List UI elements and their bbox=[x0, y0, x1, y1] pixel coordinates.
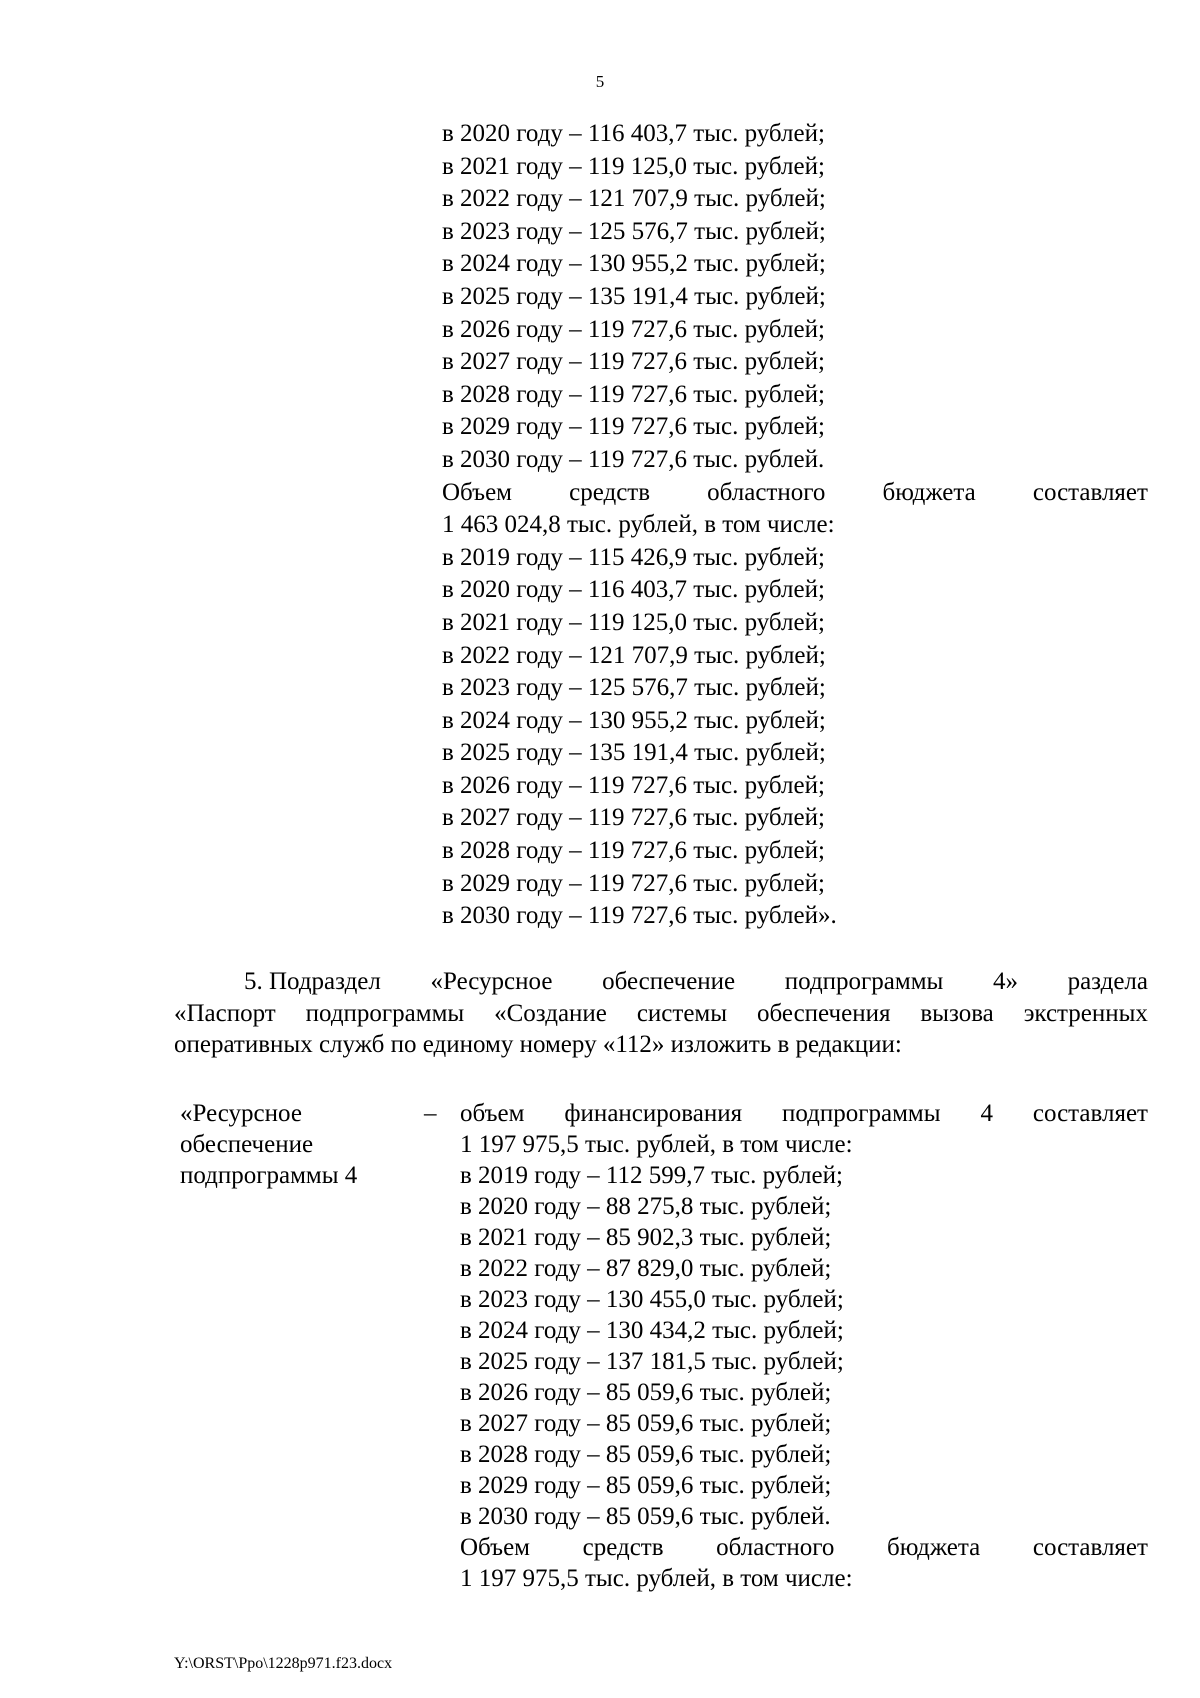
label-line: обеспечение bbox=[180, 1131, 314, 1158]
word: обеспечение bbox=[602, 968, 736, 995]
funding-line: в 2026 году – 119 727,6 тыс. рублей; bbox=[442, 315, 825, 343]
word: обеспечения bbox=[756, 999, 891, 1027]
word: бюджета bbox=[882, 478, 976, 506]
word: подпрограммы bbox=[782, 1100, 941, 1127]
section-4-dash: – bbox=[424, 1100, 437, 1127]
financing-total: 1 197 975,5 тыс. рублей, в том числе: bbox=[460, 1131, 853, 1158]
funding-line: в 2030 году – 119 727,6 тыс. рублей. bbox=[442, 445, 825, 473]
word: «Создание bbox=[494, 999, 607, 1027]
word: подпрограммы bbox=[784, 968, 944, 995]
word: 4» bbox=[992, 968, 1018, 995]
funding-line: в 2023 году – 130 455,0 тыс. рублей; bbox=[460, 1286, 844, 1313]
word: составляет bbox=[1032, 1100, 1148, 1127]
word: средств bbox=[569, 478, 651, 506]
label-line: подпрограммы 4 bbox=[180, 1162, 358, 1189]
funding-line: в 2022 году – 121 707,9 тыс. рублей; bbox=[442, 641, 826, 669]
funding-line: в 2023 году – 125 576,7 тыс. рублей; bbox=[442, 217, 826, 245]
funding-line: в 2020 году – 116 403,7 тыс. рублей; bbox=[442, 576, 825, 604]
word: областного bbox=[716, 1534, 835, 1561]
funding-line: в 2026 году – 119 727,6 тыс. рублей; bbox=[442, 771, 825, 799]
funding-line: в 2021 году – 119 125,0 тыс. рублей; bbox=[442, 608, 825, 636]
word: системы bbox=[636, 999, 728, 1027]
funding-line: в 2022 году – 121 707,9 тыс. рублей; bbox=[442, 185, 826, 213]
funding-line: в 2027 году – 119 727,6 тыс. рублей; bbox=[442, 348, 825, 376]
paragraph-5-line-3: оперативных служб по единому номеру «112» изложить в редакции: bbox=[174, 1031, 902, 1058]
word: 5. Подраздел bbox=[244, 968, 381, 995]
funding-line: в 2019 году – 112 599,7 тыс. рублей; bbox=[460, 1162, 843, 1189]
funding-line: в 2028 году – 119 727,6 тыс. рублей; bbox=[442, 837, 825, 865]
label-line: «Ресурсное bbox=[180, 1100, 302, 1127]
funding-line: в 2027 году – 85 059,6 тыс. рублей; bbox=[460, 1410, 832, 1437]
funding-line: в 2026 году – 85 059,6 тыс. рублей; bbox=[460, 1379, 832, 1406]
word: вызова bbox=[920, 999, 994, 1027]
word: «Паспорт bbox=[174, 999, 276, 1027]
volume-heading bbox=[442, 477, 1148, 510]
funding-line: в 2024 году – 130 434,2 тыс. рублей; bbox=[460, 1317, 844, 1344]
funding-line: в 2023 году – 125 576,7 тыс. рублей; bbox=[442, 674, 826, 702]
word: 4 bbox=[980, 1100, 993, 1127]
word: Объем bbox=[460, 1534, 530, 1561]
word: экстренных bbox=[1023, 999, 1148, 1027]
funding-line: в 2027 году – 119 727,6 тыс. рублей; bbox=[442, 804, 825, 832]
word: подпрограммы bbox=[305, 999, 465, 1027]
section-4-label bbox=[180, 1098, 420, 1191]
page-number: 5 bbox=[595, 72, 605, 91]
funding-line: в 2020 году – 116 403,7 тыс. рублей; bbox=[442, 120, 825, 147]
word: «Ресурсное bbox=[430, 968, 553, 995]
volume-total: 1 463 024,8 тыс. рублей, в том числе: bbox=[442, 511, 835, 539]
funding-line: в 2021 году – 85 902,3 тыс. рублей; bbox=[460, 1224, 832, 1251]
section-4-content bbox=[460, 1098, 1148, 1594]
funding-line: в 2022 году – 87 829,0 тыс. рублей; bbox=[460, 1255, 832, 1282]
funding-line: в 2024 году – 130 955,2 тыс. рублей; bbox=[442, 250, 826, 278]
funding-line: в 2025 году – 137 181,5 тыс. рублей; bbox=[460, 1348, 844, 1375]
word: средств bbox=[582, 1534, 664, 1561]
funding-line: в 2029 году – 85 059,6 тыс. рублей; bbox=[460, 1472, 832, 1499]
funding-line: в 2021 году – 119 125,0 тыс. рублей; bbox=[442, 152, 825, 180]
financing-heading bbox=[460, 1098, 1148, 1129]
paragraph-5-line-1 bbox=[174, 966, 1148, 998]
word: раздела bbox=[1067, 968, 1148, 995]
word: составляет bbox=[1032, 1534, 1148, 1561]
footer-file-path: Y:\ORST\Ppo\1228p971.f23.docx bbox=[174, 1655, 393, 1672]
word: составляет bbox=[1032, 478, 1148, 506]
word: бюджета bbox=[887, 1534, 981, 1561]
volume-heading bbox=[460, 1532, 1148, 1563]
funding-line: в 2029 году – 119 727,6 тыс. рублей; bbox=[442, 869, 825, 897]
funding-line: в 2030 году – 85 059,6 тыс. рублей. bbox=[460, 1503, 831, 1530]
funding-line: в 2025 году – 135 191,4 тыс. рублей; bbox=[442, 739, 826, 767]
word: финансирования bbox=[564, 1100, 743, 1127]
word: объем bbox=[460, 1100, 525, 1127]
funding-line: в 2028 году – 85 059,6 тыс. рублей; bbox=[460, 1441, 832, 1468]
funding-line: в 2028 году – 119 727,6 тыс. рублей; bbox=[442, 380, 825, 408]
funding-line: в 2019 году – 115 426,9 тыс. рублей; bbox=[442, 543, 825, 571]
funding-line: в 2025 году – 135 191,4 тыс. рублей; bbox=[442, 282, 826, 310]
paragraph-5 bbox=[174, 966, 1148, 1061]
funding-line: в 2030 году – 119 727,6 тыс. рублей». bbox=[442, 902, 837, 930]
funding-line: в 2020 году – 88 275,8 тыс. рублей; bbox=[460, 1193, 832, 1220]
funding-line: в 2029 году – 119 727,6 тыс. рублей; bbox=[442, 413, 825, 441]
volume-total: 1 197 975,5 тыс. рублей, в том числе: bbox=[460, 1565, 853, 1592]
word: Объем bbox=[442, 478, 512, 506]
paragraph-5-line-2 bbox=[174, 998, 1148, 1030]
funding-line: в 2024 году – 130 955,2 тыс. рублей; bbox=[442, 706, 826, 734]
top-funding-block bbox=[442, 118, 1148, 933]
word: областного bbox=[707, 478, 826, 506]
